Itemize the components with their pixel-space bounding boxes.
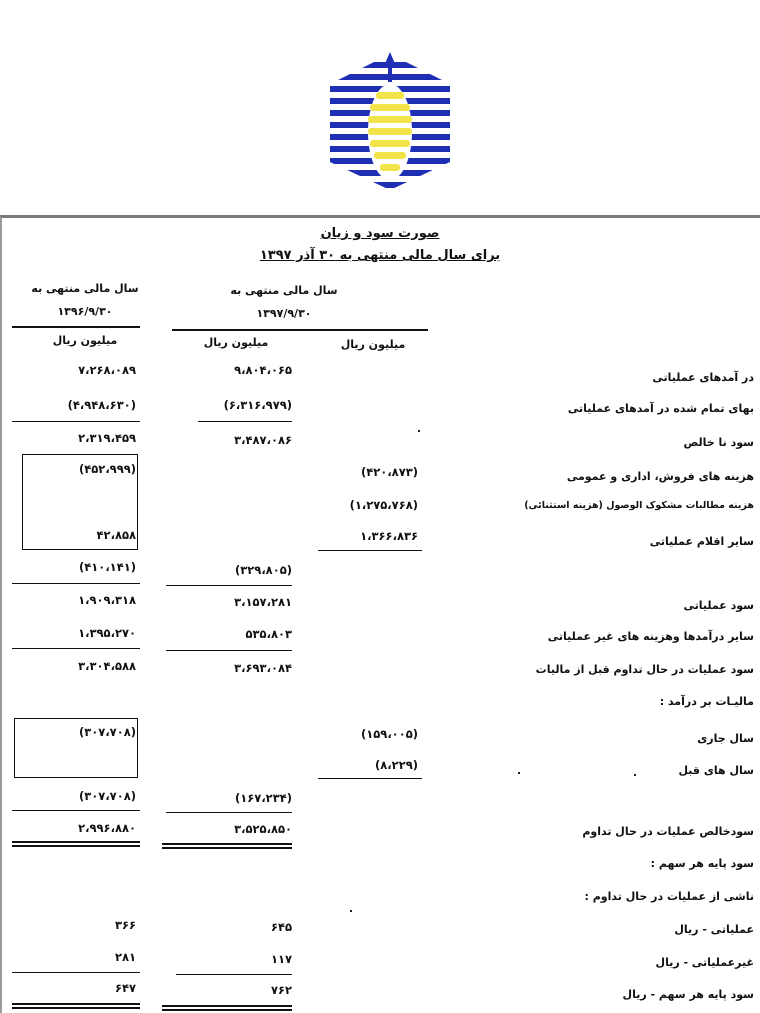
row-label-other-operating-items: سایر اقلام عملیاتی: [649, 535, 754, 548]
total-double-rule: [162, 847, 292, 849]
subtotal-rule: [166, 812, 292, 813]
total-double-rule: [12, 845, 140, 847]
row-value-curr: ۶۴۵: [270, 920, 292, 934]
row-label-cost-of-revenue: بهای تمام شده در آمدهای عملیاتی: [567, 402, 754, 415]
scan-speck: [350, 910, 352, 912]
row-value-detail: ۱،۳۶۶،۸۳۶: [360, 529, 418, 543]
row-label-operating-profit: سود عملیاتی: [683, 599, 754, 612]
row-value-curr: ۳،۵۲۵،۸۵۰: [234, 822, 292, 836]
subtotal-rule: [318, 550, 422, 551]
prev-year-header-date: ۱۳۹۶/۹/۳۰: [57, 305, 113, 318]
row-label-income-tax: مالیـات بر درآمد :: [659, 695, 754, 708]
prev-year-unit: میلیون ریال: [52, 334, 118, 347]
total-double-rule: [12, 1003, 140, 1005]
row-value-curr: ۳،۶۹۳،۰۸۴: [234, 661, 292, 675]
row-value-prev: (۳۰۷،۷۰۸): [79, 789, 136, 803]
row-label-operating-rial: عملیاتی - ریال: [674, 923, 754, 936]
row-value-prev: ۴۲،۸۵۸: [96, 528, 136, 542]
row-value-curr: ۱۱۷: [270, 952, 292, 966]
scan-speck: [418, 430, 420, 432]
row-label-net-profit: سودخالص عملیات در حال تداوم: [582, 825, 754, 838]
row-value-curr: ۹،۸۰۴،۰۶۵: [234, 363, 292, 377]
row-value-prev: ۶۴۷: [114, 981, 136, 995]
subtotal-rule: [166, 650, 292, 651]
prev-header-rule: [12, 326, 140, 328]
subtotal-rule: [12, 810, 140, 811]
row-value-curr: ۵۳۵،۸۰۳: [245, 627, 292, 641]
subtotal-rule: [12, 421, 140, 422]
row-value-prev: ۲،۹۹۶،۸۸۰: [78, 821, 136, 835]
row-value-detail: (۴۲۰،۸۷۳): [361, 465, 418, 479]
subtotal-rule: [318, 778, 422, 779]
subtotal-rule: [176, 974, 292, 975]
curr-year-header-line1: سال مالی منتهی به: [230, 284, 338, 297]
row-label-current-year: سال جاری: [697, 732, 754, 745]
row-value-prev: ۳۶۶: [114, 918, 136, 932]
row-value-detail: (۸،۲۲۹): [375, 758, 418, 772]
row-label-sga-expenses: هزینه های فروش، اداری و عمومی: [566, 470, 754, 483]
row-label-eps-rial: سود پایه هر سهم - ریال: [622, 988, 754, 1001]
total-double-rule: [12, 1007, 140, 1009]
detail-unit: میلیون ریال: [340, 338, 406, 351]
row-label-non-operating: سایر درآمدها وهزینه های غیر عملیاتی: [547, 630, 754, 643]
subtotal-rule: [12, 648, 140, 649]
total-double-rule: [12, 841, 140, 843]
subtotal-rule: [12, 583, 140, 584]
row-value-prev: ۳،۳۰۴،۵۸۸: [78, 659, 136, 673]
company-logo-icon: [326, 52, 454, 192]
curr-year-header-date: ۱۳۹۷/۹/۳۰: [256, 307, 312, 320]
total-double-rule: [162, 1009, 292, 1011]
row-label-non-operating-rial: غیرعملیاتی - ریال: [655, 956, 754, 969]
row-value-prev: ۱،۳۹۵،۲۷۰: [78, 626, 136, 640]
row-label-from-continuing: ناشی از عملیات در حال تداوم :: [584, 890, 754, 903]
total-double-rule: [162, 843, 292, 845]
subtotal-rule: [12, 972, 140, 973]
row-value-prev: ۲۸۱: [114, 950, 136, 964]
row-value-prev: ۷،۲۶۸،۰۸۹: [78, 363, 136, 377]
row-value-prev: (۴۵۲،۹۹۹): [79, 462, 136, 476]
row-value-curr: ۳،۴۸۷،۰۸۶: [234, 433, 292, 447]
statement-title: صورت سود و زیان: [320, 226, 440, 241]
row-value-curr: ۷۶۲: [270, 983, 292, 997]
row-value-curr: (۶،۳۱۶،۹۷۹): [223, 398, 292, 412]
curr-year-unit: میلیون ریال: [203, 336, 269, 349]
subtotal-rule: [166, 585, 292, 586]
row-value-prev: (۳۰۷،۷۰۸): [79, 725, 136, 739]
row-value-curr: (۱۶۷،۲۳۴): [235, 791, 292, 805]
row-value-curr: (۳۲۹،۸۰۵): [235, 563, 292, 577]
row-value-curr: ۳،۱۵۷،۲۸۱: [234, 595, 292, 609]
row-label-eps: سود پایه هر سهم :: [650, 857, 754, 870]
row-label-prior-years: سال های قبل: [678, 764, 754, 777]
page-top-border: [0, 215, 760, 218]
scan-speck: [518, 772, 520, 774]
row-value-prev: (۴،۹۴۸،۶۳۰): [67, 398, 136, 412]
row-label-profit-before-tax: سود عملیات در حال تداوم قبل از مالیات: [535, 663, 754, 676]
prev-year-header-line1: سال مالی منتهی به: [31, 282, 139, 295]
curr-header-rule: [172, 329, 428, 331]
subtotal-rule: [198, 421, 292, 422]
scan-speck: [634, 774, 636, 776]
statement-subtitle: برای سال مالی منتهی به ۳۰ آذر ۱۳۹۷: [259, 248, 501, 263]
row-label-operating-revenue: در آمدهای عملیاتی: [652, 371, 754, 384]
row-value-detail: (۱،۲۷۵،۷۶۸): [349, 498, 418, 512]
row-value-detail: (۱۵۹،۰۰۵): [361, 727, 418, 741]
row-value-prev: ۱،۹۰۹،۳۱۸: [78, 593, 136, 607]
row-value-prev: ۲،۳۱۹،۴۵۹: [78, 431, 136, 445]
row-label-doubtful-receivables: هزینه مطالبات مشکوک الوصول (هزینه استثنائی): [524, 500, 754, 511]
page-left-border: [0, 217, 2, 1013]
row-label-gross-profit: سود نا خالص: [683, 436, 754, 449]
total-double-rule: [162, 1005, 292, 1007]
row-value-prev: (۴۱۰،۱۴۱): [79, 560, 136, 574]
